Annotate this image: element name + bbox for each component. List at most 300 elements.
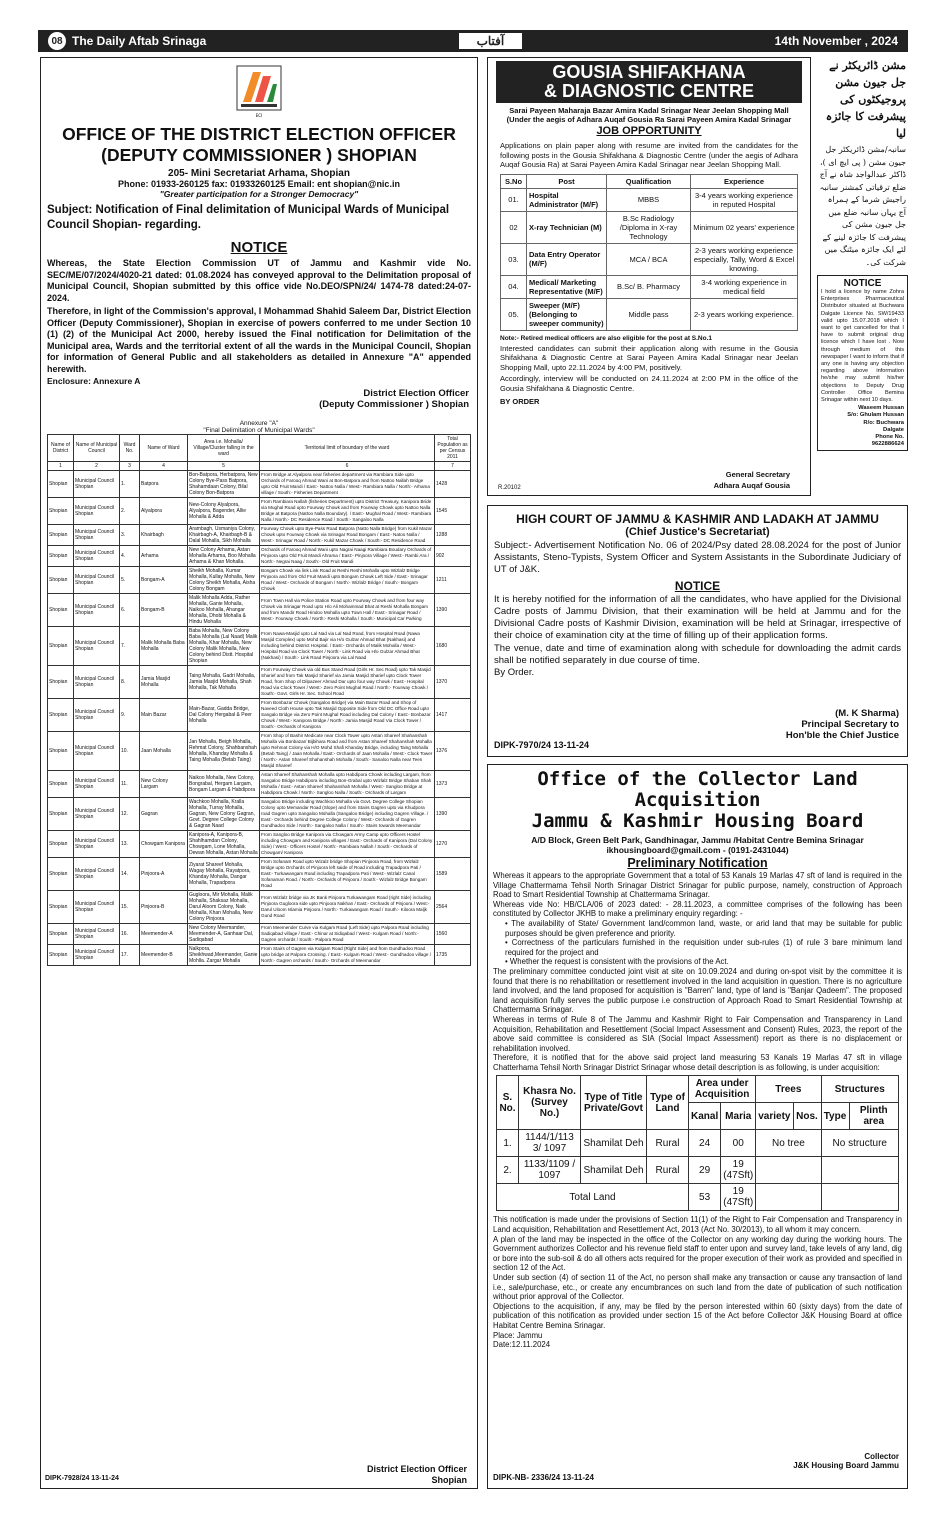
gousia-cell: 02	[501, 211, 527, 243]
la-table-wrap	[496, 1075, 899, 1211]
table-row	[48, 567, 471, 594]
urdu-body: سانبہ/مشن ڈائریکٹر جل جیون مشن ( پی ایچ ای )، ڈاکٹر عبدالواجد شاہ نے آج ضلع ترقیاتی کمشنر سانبہ راجیش شرما کے ہمراہ آج یہاں سانبہ ضلع میں جل جیون مشن کی پیشرفت کا جائزہ لینے کے لئے ایک جائزہ میٹنگ میں شرکت کی۔	[819, 145, 906, 267]
wards-col-number: 2	[74, 462, 120, 471]
gousia-cell: B.Sc Radiology /Diploma in X-ray Technology	[607, 211, 691, 243]
wards-table	[47, 434, 471, 966]
ward-cell-limit: From Nawa-Masjid upto Lal Nad via Lal Nad Road, from Hospital Road (Nawa Masjid Complex) upto Mohd Bajir via H/o Gulzar Ahmad Bhat (Nakhasi) and including behind District Hospital. / East:- Orchards of Malik Mohalla / West:- Hospital Road via Clock Tower / North:- Link Road via H/o Gulzar Ahmad Bhat (Nakhasi) / South:- Link Road Pinjoora via Lal Naad	[260, 627, 435, 666]
ward-cell-area: Gugloora, Mir Mohalla, Malik Mohalla, Shaksaz Mohalla, Darul Aloom Colony, Naik Mohalla, Khan Mohalla, New Colony Pinjoora	[188, 891, 260, 924]
la-ref: DIPK-NB- 2336/24 13-11-24	[493, 1473, 594, 1482]
gousia-title2: & DIAGNOSTIC CENTRE	[543, 81, 754, 101]
gousia-table-header	[501, 174, 798, 188]
gousia-col-header: Post	[527, 174, 607, 188]
la-title2: Jammu & Kashmir Housing Board	[531, 810, 864, 832]
la-cell: 00	[721, 1130, 756, 1157]
ward-cell-no: 6.	[120, 594, 140, 627]
ward-cell-ward: Gagran	[140, 798, 188, 831]
ward-cell-no: 9.	[120, 699, 140, 732]
wards-col-number: 7	[435, 462, 471, 471]
ward-cell-mc: Municipal Council Shopian	[74, 546, 120, 567]
la-cell: No structure	[821, 1130, 899, 1157]
ward-cell-pop: 1417	[435, 699, 471, 732]
annex-title: "Final Delimitation of Municipal Wards"	[203, 427, 315, 434]
ward-cell-d: Shopian	[48, 471, 74, 498]
ward-cell-no: 15.	[120, 891, 140, 924]
la-th-type: Type of Land	[647, 1076, 689, 1130]
gousia-cell: Minimum 02 years' experience	[691, 211, 798, 243]
table-row	[48, 732, 471, 771]
paper-name: The Daily Aftab Srinaga	[72, 34, 207, 48]
ward-cell-ward: Jamia Masjid Mohalla	[140, 666, 188, 699]
la-cell: 19 (47Sft)	[721, 1157, 756, 1184]
gousia-note: Note:- Retired medical officers are also eligible for the post at S.No.1	[500, 334, 713, 342]
ward-cell-no: 10.	[120, 732, 140, 771]
gousia-cell: Data Entry Operator (M/F)	[527, 243, 607, 275]
ward-cell-no: 1.	[120, 471, 140, 498]
ward-cell-limit: From Town Hall via Police Station Road upto Fourway Chowk and from four way Chowk via Srinagar Road upto H/o Ali Mohammad Bhat at Reshi Mohalla Bongam and from Mandir Road Hindoo Mohalla upto Town Hall / East:- Srinagar Road / West:- Fourway Chowk / North:- Reshi Mohalla / South:- Municipal Car Parking	[260, 594, 435, 627]
ward-cell-mc: Municipal Council Shopian	[74, 699, 120, 732]
ward-cell-mc: Municipal Council Shopian	[74, 471, 120, 498]
wards-col-header: Name of Ward	[140, 435, 188, 462]
ward-cell-mc: Municipal Council Shopian	[74, 945, 120, 966]
table-row	[48, 831, 471, 858]
ward-cell-mc: Municipal Council Shopian	[74, 594, 120, 627]
la-para3: The preliminary committee conducted joint visit at site on 10.09.2024 and during on-spot visit by the committee it is found that there is no rehabilitation or resettlement involved in the land acquisition in question. There is no agriculture land involved, and the land proposed for acquisition is "Barren" land, type of land is "Banjar Qadeem". The proposed land acquisition fully serves the public purpose i.e construction of Approach Road to Smart Residential Township at Chattermama Srinagar.	[493, 966, 902, 1015]
la-th-area: Area under Acquisition	[689, 1076, 756, 1103]
la-th-struct: Structures	[821, 1076, 899, 1103]
hc-subject: Subject:- Advertisement Notification No. 06 of 2024/Psy dated 28.08.2024 for the post of Junior Assistants, Steno-Typists, System Officer and System Assistants in the Subordinate Judiciary of UT of J&K.	[494, 540, 901, 575]
ward-cell-area: New Colony Arhama, Astan Mohalla Arhama, Boo Mohalla Arhama & Khan Mohalla.	[188, 546, 260, 567]
wards-col-number: 6	[260, 462, 435, 471]
ward-cell-d: Shopian	[48, 627, 74, 666]
wards-table-colnums	[48, 462, 471, 471]
ward-cell-limit: Astan Shareef Shahanshah Mohalla upto Habdipora Chowk including Largam, from Sangaloo Bridge Habdipora including Bon-Grabal upto Wizlalz Bridge Shaban Shah Mohalla / East:- Astan Shareef Shahanshah Mohalla / West:- Sangloo Bridge at Habdipora Chowk / North:- Sangloo Nalla / South:- Orchards of Largam	[260, 771, 435, 798]
la-cell: Rural	[647, 1130, 689, 1157]
table-row	[48, 798, 471, 831]
ward-cell-ward: Arhama	[140, 546, 188, 567]
ward-cell-ward: Main Bazar	[140, 699, 188, 732]
ward-cell-pop: 1211	[435, 567, 471, 594]
la-total-marla: 19 (47Sft)	[721, 1184, 756, 1211]
la-cell: 29	[689, 1157, 721, 1184]
ward-cell-limit: Orchards of Farooq Ahmad Wani upto Nagrai Naagi Rambiara Boudary Orchards of Pinjoora upto Old Fruit Mandi Ahrama / East:- Pinjoora Village / West:- Rambi Ara / North:- Negrai Naag / South:- Old Fruit Mandi	[260, 546, 435, 567]
gousia-heading: JOB OPPORTUNITY	[596, 125, 702, 137]
la-th-stype: Type	[821, 1103, 849, 1130]
la-bullet3-text: Whether the request is consistent with the provisions of the Act.	[509, 957, 729, 967]
deo-enclosure: Enclosure: Annexure A	[47, 376, 141, 386]
la-bullet2-text: Correctness of the particulars furnished in the requisition under sub-rules (1) of rule 3 bare minimum land required for the project and	[505, 938, 902, 957]
ward-cell-pop: 1735	[435, 945, 471, 966]
gousia-title-block	[496, 61, 802, 103]
gousia-cell: 3-4 years working experience in reputed Hospital	[691, 188, 798, 211]
urdu-headline: مشن ڈائریکٹر نے جل جیون مشن پروجیکٹوں کی پیشرفت کا جائزہ لیا	[825, 59, 906, 140]
ward-cell-limit: From Stairs of Gagren via Kulgam Road (Right Side) and from Gundhadoo Road upto bridge at Palpora Crossing. / East:- Kulgam Road / West:- Gundhadoo village / North:- Gagren orchards / South:- Orchards of Meemandar	[260, 945, 435, 966]
deo-title: OFFICE OF THE DISTRICT ELECTION OFFICER (DEPUTY COMMISSIONER ) SHOPIAN	[62, 124, 456, 165]
drug-notice-phone: 9622886624	[871, 441, 904, 448]
la-th-variety: variety	[756, 1103, 793, 1130]
deo-para1: Whereas, the State Election Commission UT of Jammu and Kashmir vide No. SEC/ME/07/2024/4020-21 dated: 01.08.2024 has conveyed approval to the Delimitation proposal of Municipal Council, Shopian submitted by this office vide No.DEO/SPN/24/ 1474-78 dated:24-07-2024.	[47, 258, 471, 303]
ward-cell-mc: Municipal Council Shopian	[74, 732, 120, 771]
gousia-intro: Applications on plain paper along with resume are invited from the candidates for the following posts in the Gousia Shifakhana & Diagnostic Centre (under the aegis of Adhara Auqaf Gousia Ra) at Sarai Payeen Amira Kadal Srinagar near Jeelan Shopping Mall.	[500, 141, 798, 169]
ward-cell-d: Shopian	[48, 945, 74, 966]
la-email: ikhousingboard@gmail.com - (0191-2431044)	[606, 845, 789, 855]
drug-notice-signature	[821, 405, 904, 448]
gousia-job-ad	[487, 57, 811, 496]
table-row	[501, 275, 798, 298]
hc-sign-desig2: Hon'ble the Chief Justice	[785, 730, 899, 741]
ward-cell-area: Naikoo Mohalla, New Colony, Bongrabal, Hergam Largam, Bongam Largam & Habdipora	[188, 771, 260, 798]
hc-subtitle: (Chief Justice's Secretariat)	[625, 526, 770, 538]
gousia-ref: R.20102	[498, 485, 521, 491]
ward-cell-d: Shopian	[48, 771, 74, 798]
ward-cell-no: 7.	[120, 627, 140, 666]
gousia-cell: Middle pass	[607, 298, 691, 330]
table-row	[48, 471, 471, 498]
gousia-cell: 3-4 working experience in medical field	[691, 275, 798, 298]
gousia-col-header: S.No	[501, 174, 527, 188]
gousia-cell: B.Sc/ B. Pharmacy	[607, 275, 691, 298]
table-row	[501, 243, 798, 275]
la-cell: 1144/1/113 3/ 1097	[519, 1130, 581, 1157]
gousia-cell: MCA / BCA	[607, 243, 691, 275]
la-para2: Whereas vide No: HB/CLA/06 of 2023 dated: - 28.11.2023, a committee comprises of the following has been constituted by Collector JKHB to make a preliminary enquiry regarding: -	[493, 899, 902, 919]
table-row	[48, 858, 471, 891]
ward-cell-pop: 1376	[435, 732, 471, 771]
la-total-kanal: 53	[689, 1184, 721, 1211]
ward-cell-ward: Chowgam Kanipora	[140, 831, 188, 858]
wards-col-number: 5	[188, 462, 260, 471]
drug-notice-title: NOTICE	[821, 278, 904, 289]
la-bullet1-text: The availability of State/ Government land/common land, waste, or arid land that may be suitable for public purposes should be given preference and priority.	[505, 918, 902, 938]
gousia-sign2: Adhara Auqaf Gousia	[713, 481, 790, 490]
la-th-trees: Trees	[756, 1076, 821, 1103]
la-cell: Rural	[647, 1157, 689, 1184]
la-cell: 1133/1109 / 1097	[519, 1157, 581, 1184]
gousia-table	[500, 174, 798, 331]
ward-cell-area: Wachkoo Mohalla, Kralla Mohalla, Turray Mohalla, Gagran, New Colony Gagran, Govt. Degree College Colony & Gagran Naad	[188, 798, 260, 831]
gousia-cell: Hospital Administrator (M/F)	[527, 188, 607, 211]
deo-subject: Subject: Notification of Final delimitation of Municipal Wards of Municipal Council Shopian- regarding.	[47, 204, 450, 231]
ward-cell-no: 16.	[120, 924, 140, 945]
hc-sign-name: (M. K Sharma)	[835, 708, 899, 719]
la-para1: Whereas it appears to the appropriate Government that a total of 53 Kanals 19 Marlas 47 sft of land is required in the Village Chattermama Tehsil North Srinagar District Srinagar for public purpose, namely, construction of Approach Road to Smart Residential Township at Chattermama Srinagar.	[493, 871, 902, 900]
gousia-sign1: General Secretary	[725, 470, 790, 479]
ward-cell-pop: 1545	[435, 498, 471, 525]
ward-cell-limit: From Bonbazar Chowk (Sangaloo Bridge) via Main Bazar Road and Shop of Naveed Cloth House upto Tak Masjid Opposite Side from Old DC Office Road upto Sangalo Bridge via Zero Point Mughal Road including Dal Colony / East:- Bonbazar Chowk / West:- Kanipora Bridge / North:- Jamia Masjid Road Via Clock Tower / South:- Orchards of Kanipora	[260, 699, 435, 732]
drug-notice-place: Dalgate	[883, 426, 904, 433]
hc-notice-heading: NOTICE	[674, 579, 721, 593]
ward-cell-no: 4.	[120, 546, 140, 567]
ward-cell-mc: Municipal Council Shopian	[74, 567, 120, 594]
high-court-notice	[487, 505, 908, 757]
ward-cell-area: Jan Mohalla, Beigh Mohalla, Rehmat Colony, Shahbanshah Mohalla, Khanday Mohalla & Taing Mohalla (Betab Taing)	[188, 732, 260, 771]
gousia-table-body	[501, 188, 798, 330]
hc-ref: DIPK-7970/24 13-11-24	[494, 740, 590, 750]
ward-cell-no: 17.	[120, 945, 140, 966]
ward-cell-d: Shopian	[48, 732, 74, 771]
ward-cell-ward: Bongam-A	[140, 567, 188, 594]
deo-notice-heading: NOTICE	[230, 239, 288, 256]
ward-cell-d: Shopian	[48, 666, 74, 699]
gousia-col-header: Experience	[691, 174, 798, 188]
wards-table-header	[48, 435, 471, 462]
la-cell	[756, 1184, 821, 1211]
ward-cell-mc: Municipal Council Shopian	[74, 498, 120, 525]
table-row	[48, 525, 471, 546]
ward-cell-no: 8.	[120, 666, 140, 699]
ward-cell-ward: Malik Mohalla Baba Mohalla	[140, 627, 188, 666]
gousia-col-header: Qualification	[607, 174, 691, 188]
wards-col-header: Name of Municipal Council	[74, 435, 120, 462]
ward-cell-d: Shopian	[48, 567, 74, 594]
ward-cell-ward: Bongam-B	[140, 594, 188, 627]
table-row	[501, 188, 798, 211]
ward-cell-ward: Meemender-B	[140, 945, 188, 966]
table-row	[48, 771, 471, 798]
gousia-cell: Sweeper (M/F) (Belonging to sweeper community)	[527, 298, 607, 330]
land-acquisition-notice	[487, 764, 908, 1489]
table-row	[48, 546, 471, 567]
la-cell	[821, 1157, 899, 1184]
ward-cell-limit: From Sangloo Bridge Kanipora via Chowgam Army Camp upto Officers Hostel including Chowgam and Kanipora villages / East:- Orchards of Kanipora (Dal Colony Side) / West:- Officers Hostel / North:- Rambiara Nallah / South:- Orchards of Chowgam/ Kanipora	[260, 831, 435, 858]
ward-cell-d: Shopian	[48, 798, 74, 831]
masthead-logo: آفتاب	[459, 33, 523, 49]
la-th-sno: S. No.	[497, 1076, 519, 1130]
ward-cell-pop: 902	[435, 546, 471, 567]
ward-cell-area: Baba Mohalla, New Colony Baba Mohalla (Lal Naad) Malik Mohalla, Khar Mohalla, New Colony Malik Mohalla, New Colony behind Distt. Hospital Shopian	[188, 627, 260, 666]
table-row	[48, 699, 471, 732]
wards-table-body	[48, 471, 471, 966]
la-para5: Therefore, it is notified that for the above said project land measuring 53 Kanals 19 Marlas 47 sft in village Chatterhama Tehsil North Srinagar District Srinagar whose detail description is as following, is under acquisition:	[493, 1053, 902, 1072]
drug-notice-body: I hold a licence by name Zohra Enterprises Pharmaceutical Distributor situated at Buchwara Dalgate Licence No. SW/19433 valid upto 15.07.2018 which I want to get cancelled for that I have to submit original drug licence which I have lost . Now through medium of this newspaper I want to inform that if any one is having any objection regarding above information he/she may submit his/her objections to Deputy Drug Controller Office Bemina Srinagar within next 10 days.	[821, 289, 904, 404]
la-th-kanal: Kanal	[689, 1103, 721, 1130]
table-row	[48, 945, 471, 966]
ward-cell-d: Shopian	[48, 831, 74, 858]
ward-cell-d: Shopian	[48, 858, 74, 891]
wards-col-header: Total Population as per Census 2011	[435, 435, 471, 462]
ward-cell-area: Sheikh Mohalla, Kumar Mohalla, Kullay Mohalla, New Colony Sheikh Mohalla, Aisha Colony Bongam	[188, 567, 260, 594]
ward-cell-area: Nalkpora, Sheikhwad,Meemander, Ganie Mohlla. Zargar Mohalla	[188, 945, 260, 966]
drug-notice-phone-label: Phone No.	[875, 434, 904, 441]
table-row	[48, 924, 471, 945]
ward-cell-no: 11.	[120, 771, 140, 798]
la-cell: No tree	[756, 1130, 821, 1157]
ward-cell-d: Shopian	[48, 594, 74, 627]
drug-notice-residence: R/o: Buchwara	[863, 419, 904, 426]
la-th-title: Type of Title Private/Govt	[581, 1076, 647, 1130]
ward-cell-area: Malik Mohalla Adda, Rather Mohalla, Ganie Mohalla, Naikoo Mohalla, Ahangar Mohalla, Dhobi Mohalla & Hindu Mohalla	[188, 594, 260, 627]
ward-cell-pop: 1390	[435, 798, 471, 831]
la-place: Place: Jammu	[493, 1330, 543, 1340]
drug-notice-father: S/o: Ghulam Hussan	[847, 412, 904, 419]
la-total-row	[497, 1184, 899, 1211]
drug-licence-notice	[817, 275, 908, 451]
gousia-byorder: BY ORDER	[500, 397, 540, 406]
deo-address: 205- Mini Secretariat Arhama, Shopian	[168, 168, 350, 179]
ward-cell-mc: Municipal Council Shopian	[74, 924, 120, 945]
table-row	[497, 1157, 899, 1184]
ward-cell-d: Shopian	[48, 498, 74, 525]
ward-cell-pop: 1390	[435, 594, 471, 627]
gousia-cell: 2-3 years working experience especially, Tally, Word & Excel knowing.	[691, 243, 798, 275]
ward-cell-mc: Municipal Council Shopian	[74, 771, 120, 798]
ward-cell-pop: 1680	[435, 627, 471, 666]
hc-title: HIGH COURT OF JAMMU & KASHMIR AND LADAKH AT JAMMU	[516, 512, 879, 526]
table-row	[48, 666, 471, 699]
la-th-nos: Nos.	[793, 1103, 821, 1130]
gousia-address: Sarai Payeen Maharaja Bazar Amira Kadal Srinagar Near Jeelan Shopping Mall	[509, 106, 789, 115]
ward-cell-pop: 2564	[435, 891, 471, 924]
ward-cell-ward: Alyalpora	[140, 498, 188, 525]
gousia-cell: 05.	[501, 298, 527, 330]
gousia-cell: X-ray Technician (M)	[527, 211, 607, 243]
la-th-marla: Maria	[721, 1103, 756, 1130]
ward-cell-pop: 1370	[435, 666, 471, 699]
eci-logo	[41, 62, 477, 120]
ward-cell-mc: Municipal Council Shopian	[74, 891, 120, 924]
gousia-cell: 03.	[501, 243, 527, 275]
ward-cell-pop: 1373	[435, 771, 471, 798]
ward-cell-mc: Municipal Council Shopian	[74, 831, 120, 858]
deo-footer-ref: DIPK-7928/24 13-11-24	[45, 1475, 119, 1482]
ward-cell-area: Arambagh, Usmaniya Colony, Khairbagh-A, Khairbagh-B & Dalal Mohalla, Sikh Mohalla	[188, 525, 260, 546]
ward-cell-pop: 1589	[435, 858, 471, 891]
ward-cell-pop: 1288	[435, 525, 471, 546]
ward-cell-limit: From Wizlalz bridge via JK Bank Pinjoora Turkawangam Road (right Side) including Pinjoora Gugloora side upto Pinjoora Nakhan / East:- Orchards of Pinjoora / West:- Darul Uloom Islamia Pinjoora / North:- Turkawangam Road / South:- Kiloora Maljk Gund Road	[260, 891, 435, 924]
right-column	[817, 57, 908, 496]
gousia-para2: Interested candidates can submit their application along with resume in the Gousia Shifakhana & Diagnostic Centre at Sarai Payeen Amira Kadal Srinagar near Jeelan Shopping Mall, upto 22.11.2024 by 4:00 PM, positively.	[500, 343, 798, 372]
la-cell: 24	[689, 1130, 721, 1157]
la-title1: Office of the Collector Land Acquisition	[537, 768, 858, 811]
ward-cell-mc: Municipal Council Shopian	[74, 627, 120, 666]
wards-col-header: Area i.e. Mohalla/ Village/Cluster falling in the ward	[188, 435, 260, 462]
gousia-cell: 01.	[501, 188, 527, 211]
gousia-cell: 04.	[501, 275, 527, 298]
la-cell: 2.	[497, 1157, 519, 1184]
wards-col-number: 1	[48, 462, 74, 471]
ward-cell-mc: Municipal Council Shopian	[74, 666, 120, 699]
ward-cell-ward: Khairbagh	[140, 525, 188, 546]
ward-cell-pop: 1428	[435, 471, 471, 498]
la-th-plinth: Plinth area	[849, 1103, 899, 1130]
la-table	[496, 1075, 899, 1211]
la-para6: This notification is made under the provisions of Section 11(1) of the Right to Fair Compensation and Transparency in Land acquisition, Rehabilitation and Resettlement Act, 2013 (Act No. 30/2013), to all whom it may concern.	[493, 1215, 902, 1235]
deo-motto: "Greater participation for a Stronger Democracy"	[159, 189, 359, 199]
la-para9: Objections to the acquisition, if any, may be filed by the person interested within 60 (sixty days) from the date of publication of this notification as provided under section 15 of the Act before Collector J&K Housing Board at office Habitat Centre Bemina Srinagar.	[493, 1301, 902, 1330]
gousia-table-wrap	[500, 174, 798, 331]
la-address: A/D Block, Green Belt Park, Gandhinagar, Jammu /Habitat Centre Bemina Srinagar	[531, 835, 864, 845]
ward-cell-no: 12.	[120, 798, 140, 831]
ward-cell-limit: From Sofanam Road upto Wizalz bridge Shopian Pinjoora Road, from Wizlalz Bridge upto Orchards of Pinjoora left saide of Road including Trapadpora Pati / East:- Turkawangam Road including Trapadpora Pati / West:- Wizlalz Canal Sofanaman Road. / North:- Orchards of Pinjoora / South:- Wizlalz Bridge Bongam Road	[260, 858, 435, 891]
deo-footer-sign1: District Election Officer	[366, 1464, 467, 1474]
ward-cell-no: 5.	[120, 567, 140, 594]
ward-cell-no: 2.	[120, 498, 140, 525]
la-th-khasra: Khasra No. (Survey No.)	[519, 1076, 581, 1130]
ward-cell-d: Shopian	[48, 699, 74, 732]
deo-para2: Therefore, in light of the Commission's approval, I Mohammad Shahid Saleem Dar, District Election Officer (Deputy Commissioner), Shopian in exercise of powers conferred to me under Section 10 (1) (2) of the Municipal Act 2000, hereby issued the Final notification for Delimitation of the Municipal area, Wards and the territorial extent of all the wards in the Municipal Council, Shopian for information of General Public and all stakeholders as detailed in Annexure "A" appended herewith.	[47, 306, 471, 374]
la-bullet2: • Correctness of the particulars furnished in the requisition under sub-rules (1) of rule 3 bare minimum land required for the project and	[505, 938, 902, 957]
deo-footer-sign2: Shopian	[431, 1475, 467, 1485]
ward-cell-area: New-Colony Alyalpora, Alyalpora, Bagender, Allie Mohalla & Adda	[188, 498, 260, 525]
wards-col-number: 4	[140, 462, 188, 471]
wards-table-wrap	[47, 434, 471, 966]
drug-notice-name: Waseem Hussan	[858, 405, 904, 412]
ward-cell-no: 13.	[120, 831, 140, 858]
ward-cell-limit: Sangaloo Bridge including Wachkoo Mohalla via Govt. Degree College Shopian Colony upto Memandar Road (Slope) and from Stairs Gagren upto via Khudpora road Gagren upto Sangaloo Mohalla (Sangaloo Bridge) including Gagren Village. / East:- Orchards behind Degree College Colony / West:- Orchards of Gagren Gundhadoo Side / North:- Sangaloo Nalla / South:- Stairs towards Meemandar	[260, 798, 435, 831]
ward-cell-area: Main-Bazar, Gadda Bridge, Dal Colony Hergabal & Peer Mohalla	[188, 699, 260, 732]
deo-shopian-notice	[40, 57, 478, 1489]
wards-col-header: Ward No.	[120, 435, 140, 462]
la-cell	[756, 1157, 821, 1184]
la-sign1: Collector	[864, 1452, 899, 1461]
ward-cell-area: Bon-Batpora, Herbatpora, New Colony Bye-Pass Batpora, Shahamdaan Colony, Bilal Colony Bon-Batpora	[189, 472, 258, 496]
ward-cell-ward: Jaan Mohalla	[140, 732, 188, 771]
gousia-para3: Accordingly, interview will be conducted on 24.11.2024 at 2:00 PM in the office of the Gousia Shifakhana & Diagnostic Centre.	[500, 374, 798, 393]
ward-cell-limit: Bongam Chowk via link Link Road at Reshi Reshi Mohalla upto Wizlalz Bridge Pinjoora and from Old Fruit Mandi upto Bongam Chowk Left Side / East:- Srinagar Road / West:- Orchards of Bongam / North:- Wizlalz Bridge / South:- Bongam Chowk	[260, 567, 435, 594]
la-para7: A plan of the land may be inspected in the office of the Collector on any working day during the working hours. The Government authorizes Collector and his revenue field staff to enter upon and survey land, take levels of any land, dig or bore into the sub-soil & do all others acts required for the proper execution of their work as provided and specified in section 12 of the Act.	[493, 1234, 902, 1273]
issue-date: 14th November , 2024	[774, 34, 898, 48]
deo-sign2: (Deputy Commissioner ) Shopian	[319, 399, 469, 410]
la-para8: Under sub section (4) of section 11 of the Act, no person shall make any transaction or cause any transaction of land i.e., sale/purchase, etc., or create any encumbrances on such land from the date of publication of such notification without prior approval of the Collector.	[493, 1273, 902, 1302]
deo-contact: Phone: 01933-260125 fax: 01933260125 Email: ent shopian@nic.in	[118, 179, 400, 189]
gousia-aegis: (Under the aegis of Adhara Auqaf Gousia Ra Sarai Payeen Amira Kadal Srinagar	[506, 115, 792, 124]
la-cell: 1.	[497, 1130, 519, 1157]
ward-cell-ward: New Colony Largam	[140, 771, 188, 798]
la-body-top	[493, 871, 902, 1072]
ward-cell-no: 14.	[120, 858, 140, 891]
hc-para1: It is hereby notified for the information of all the candidates, who have applied for the Divisional Cadre posts of Jammu Division, that their examination will be held at Jammu and for the Divisional Cadre posts of Kashmir Division, examination will be held at Srinagar, irrespective of their choice of examination city at the time of filling up of their application forms.	[494, 594, 901, 641]
ward-cell-limit: From Meemender Curve via Kulgam Road (Left Side) upto Palpora Road including Sadiqabad village / East:- Chinar at Sidiqabad / West:- Kulgam Road / North:- Gagren orchards / South:- Palpora Road	[260, 924, 435, 945]
eci-logo-icon	[231, 62, 287, 120]
table-row	[48, 891, 471, 924]
wards-col-header: Name of District	[48, 435, 74, 462]
ward-cell-ward: Pinjoora-B	[140, 891, 188, 924]
svg-text:ECI: ECI	[255, 113, 263, 118]
header-left	[48, 32, 206, 50]
table-row	[501, 211, 798, 243]
table-row	[497, 1130, 899, 1157]
table-row	[48, 594, 471, 627]
wards-col-header: Territorial limit of boundary of the ward	[260, 435, 435, 462]
la-para4: Whereas in terms of Rule 8 of The Jammu and Kashmir Right to Fair Compensation and Transparency in Land Acquisition, Rehabilitation and Resettlement (Social Impact Assessment and Consent) Rules, 2023, the report of the above said committee is considered as SIA (Social Impact Assessment) report as there is no displacement or rehabilitation involved.	[493, 1014, 902, 1053]
ward-cell-ward: Meemender-A	[140, 924, 188, 945]
table-row	[48, 498, 471, 525]
hc-byorder: By Order.	[494, 667, 535, 678]
la-cell: Shamilat Deh	[581, 1157, 647, 1184]
ward-cell-limit: Fourway Chowk upto Bye-Pass Road Batpora (Natto Nalla Bridge) from Kukil Mazar Chowk upto Fourway Chowk via Srinagar Road Bongam / East:- Natoo Nalla / West:- Srinagar Road / North:- Kukil Mazar Chowk / South:- DC Residence Road	[260, 525, 435, 546]
wards-col-number: 3	[120, 462, 140, 471]
la-bullet1: • The availability of State/ Government land/common land, waste, or arid land that may be suitable for public purposes should be given preference and priority.	[505, 918, 902, 938]
ward-cell-d: Shopian	[48, 546, 74, 567]
la-sign2: J&K Housing Board Jammu	[793, 1461, 899, 1470]
la-cell: Shamilat Deh	[581, 1130, 647, 1157]
ward-cell-mc: Municipal Council Shopian	[74, 798, 120, 831]
ward-cell-ward: Batpora	[140, 471, 188, 498]
la-cell	[821, 1184, 899, 1211]
page-number: 08	[48, 32, 66, 50]
ward-cell-pop: 1270	[435, 831, 471, 858]
ward-cell-pop: 1560	[435, 924, 471, 945]
ward-cell-mc: Municipal Council Shopian	[74, 525, 120, 546]
page-header	[38, 30, 908, 52]
ward-cell-limit: From Shop of Bashir Medicate near Clock Tower upto Astan Shareef Shahanshah Mohalla via Bonbazar/ Bijbihara Road and from Astan Shareef Shahanshah Mohalla upto Rehmat Colony via H/O Mohd Shafi Khanday Bridge, including Taing Mohalla (Betab Taing) / Jaan Mohalla / East:- Orchards of Jaan Mohalla / West:- Clock Tower / North:- Astan Shareef Shahanshah Mohalla / South:- Sanaloo Nalla near Teen Masjid Shareef	[260, 732, 435, 771]
gousia-cell: Medical/ Marketing Representative (M/F)	[527, 275, 607, 298]
ward-cell-limit: From Rambiara Nallah (fisheries Department) upto District Treasury, Kanipora Bride via Mughal Road upto Fourway Chowk and from Fourway Chowk upto Nattoo Nalla Bridge at Batpora (Nattoo Nalla Boundary). / East:- Mughal Road / West:- Rambiara Nalla / North:- DC Residence Road / South:- Sangaloo Nalla	[260, 498, 435, 525]
la-bullet3: • Whether the request is consistent with the provisions of the Act.	[505, 957, 729, 967]
la-total-label: Total Land	[497, 1184, 689, 1211]
hc-signature	[786, 708, 899, 741]
ward-cell-limit: From Fourway Chowk via old Bus Stand Road (Girls Hr. Sec Road) upto Tak Masjid Sharief and from Tak Masjid Sharief via Jamia Masjid Sharief upto Clock Tower Road, from Shop of Dilpazeer Ahmad Dar upto four way Chowk / East:- Hospital Road via Clock Tower / West:- Zero Point Mughal Road / North:- Fourway Chowk / South:- Govt. Girls Hr. Sec. School Road	[260, 666, 435, 699]
ward-cell-d: Shopian	[48, 891, 74, 924]
